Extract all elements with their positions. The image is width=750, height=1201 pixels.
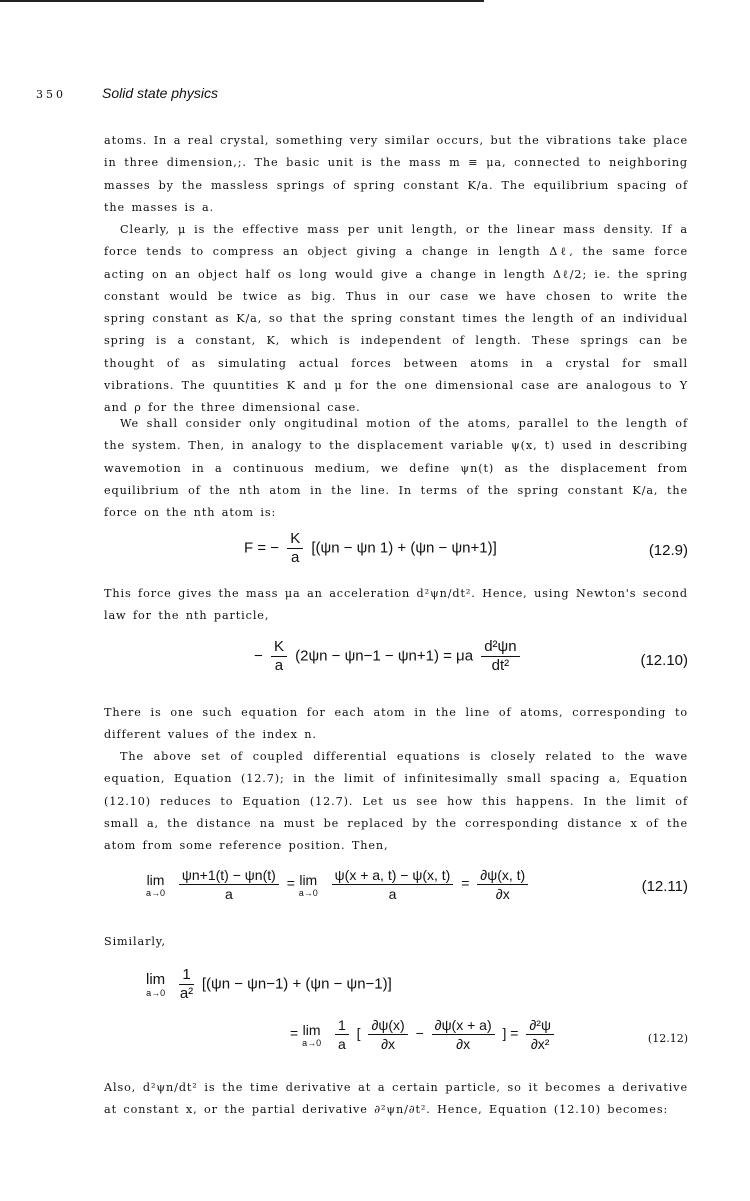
equation-number: (12.11): [641, 878, 688, 895]
equation-12-12-line2: = lim a→0 $\frac{1}{a}$ [ $\frac{\partial\psi(x)}{\partial x}$ − $\frac{\partial\psi(x + a)}{\partial x}$ ] = $\frac{\text{∂²ψ}}{\text{∂x²}}$ (12.12): [290, 1017, 688, 1052]
paragraph-4: This force gives the mass μa an acceleration d²ψn/dt². Hence, using Newton's second law for the nth particle,: [104, 587, 688, 623]
page-header: [36, 85, 218, 101]
page-number: 350: [36, 88, 66, 101]
paragraph-7: Similarly,: [104, 935, 166, 948]
paragraph-2: Clearly, μ is the effective mass per unit length, or the linear mass density. If a force tends to compress an object giving a change in length Δℓ, the same force acting on an object half os long would give a change in length Δℓ/2; ie. the spring constant would be twice as big. Thus in our case we have chosen to write the spring constant as K/a, so that the spring constant times the length of an individual spring is a constant, K, which is independent of length. These springs can be thought of as simulating actual forces between atoms in a crystal for small vibrations. The quuntities K and μ for the one dimensional case are analogous to Y and ρ for the three dimensional case.: [104, 223, 688, 415]
paragraph-8: Also, d²ψn/dt² is the time derivative at a certain particle, so it becomes a derivative at constant x, or the partial derivative ∂²ψn/∂t². Hence, Equation (12.10) becomes:: [104, 1081, 688, 1117]
equation-12-10: − $\frac{K}{a}$ (2ψn − ψn−1 − ψn+1) = μa $\frac{\text{d²ψn}}{\text{dt²}}$ (12.10): [254, 638, 688, 674]
equation-12-12-line1: lim a→0 $\frac{1}{\text{a²}}$ [(ψn − ψn−1) + (ψn − ψn−1)]: [146, 966, 392, 1002]
paragraph-3: We shall consider only ongitudinal motion of the atoms, parallel to the length of the system. Then, in analogy to the displacement variable ψ(x, t) used in describing wavemotion in a continuous medium, we define ψn(t) as the displacement from equilibrium of the nth atom in the line. In terms of the spring constant K/a, the force on the nth atom is:: [104, 417, 688, 520]
paragraph-6: The above set of coupled differential equations is closely related to the wave equation, Equation (12.7); in the limit of infinitesimally small spacing a, Equation (12.10) reduces to Equation (12.7). Let us see how this happens. In the limit of small a, the distance na must be replaced by the corresponding distance x of the atom from some reference position. Then,: [104, 750, 688, 853]
top-rule: [0, 0, 484, 2]
equation-number: (12.9): [648, 542, 688, 559]
equation-number: (12.10): [640, 652, 688, 669]
paragraph-1: atoms. In a real crystal, something very similar occurs, but the vibrations take place in three dimension,;. The basic unit is the mass m ≡ μa, connected to neighboring masses by the massless springs of spring constant K/a. The equilibrium spacing of the masses is a.: [104, 134, 688, 214]
equation-number: (12.12): [647, 1032, 688, 1045]
equation-12-9: F = − $\frac{K}{a}$ [(ψn − ψn 1) + (ψn − ψn+1)] (12.9): [244, 530, 688, 566]
running-title: Solid state physics: [102, 85, 218, 101]
paragraph-5: There is one such equation for each atom in the line of atoms, corresponding to different values of the index n.: [104, 706, 688, 742]
equation-12-11: lim a→0 $\frac{\psi n+1(t) - \psi n(t)}{a}$ = lim a→0 $\frac{\psi(x + a, t) - \psi(x, t)}{a}$ = $\frac{\partial\psi(x, t)}{\partial x}$ (12.11): [146, 867, 688, 902]
